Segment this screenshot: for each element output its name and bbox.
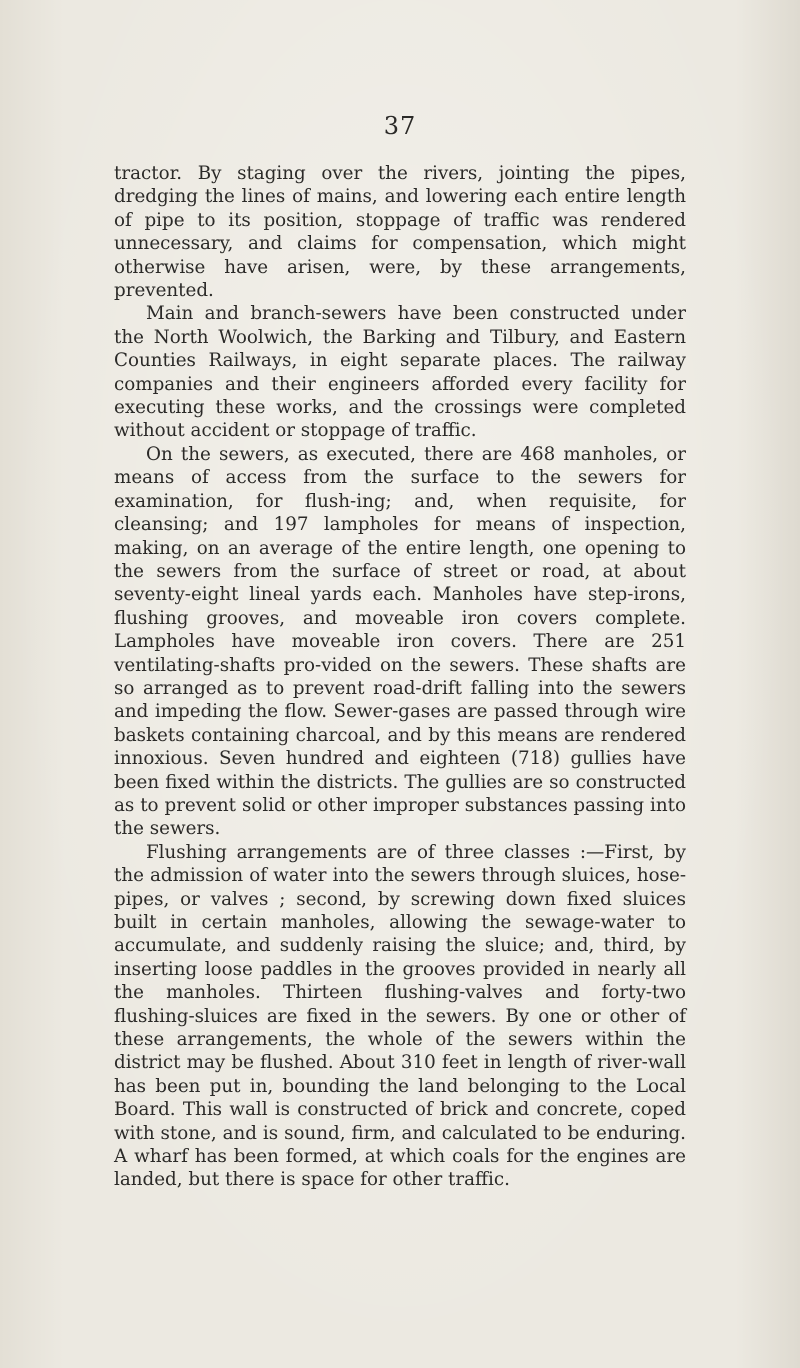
paragraph-manholes: On the sewers, as executed, there are 468 manholes, or means of access from the surface to the sewers for examination, for flush-ing; and, when requisite, for cleansing; and 197 lampholes for means of inspection, making, on an average of the entire length, one opening to the sewers from the surface of street or road, at about seventy-eight lineal yards each. Manholes have step-irons, flushing grooves, and moveable iron covers complete. Lampholes have moveable iron covers. There are 251 ventilating-shafts pro-vided on the sewers. These shafts are so arranged as to prevent road-drift falling into the sewers and impeding the flow. Sewer-gases are passed through wire baskets containing charcoal, and by this means are rendered innoxious. Seven hundred and eighteen (718) gullies have been fixed within the districts. The gullies are so constructed as to prevent solid or other improper substances passing into the sewers. <box>114 443 686 840</box>
paragraph-railway-crossings: Main and branch-sewers have been constructed under the North Woolwich, the Barking and Tilbury, and Eastern Counties Railways, in eight separate places. The railway companies and their engineers afforded every facility for executing these works, and the crossings were completed without accident or stoppage of traffic. <box>114 303 686 442</box>
body-text <box>114 162 686 1192</box>
page-number: 37 <box>383 112 417 140</box>
paragraph-flushing: Flushing arrangements are of three classes :—First, by the admission of water into the sewers through sluices, hose-pipes, or valves ; second, by screwing down fixed sluices built in certain manholes, allowing the sewage-water to accumulate, and suddenly raising the sluice; and, third, by inserting loose paddles in the grooves provided in nearly all the manholes. Thirteen flushing-valves and forty-two flushing-sluices are fixed in the sewers. By one or other of these arrangements, the whole of the sewers within the district may be flushed. About 310 feet in length of river-wall has been put in, bounding the land belonging to the Local Board. This wall is constructed of brick and concrete, coped with stone, and is sound, firm, and calculated to be enduring. A wharf has been formed, at which coals for the engines are landed, but there is space for other traffic. <box>114 841 686 1191</box>
paragraph-continuation: tractor. By staging over the rivers, jointing the pipes, dredging the lines of mains, and lowering each entire length of pipe to its position, stoppage of traffic was rendered unnecessary, and claims for compensation, which might otherwise have arisen, were, by these arrangements, prevented. <box>114 163 686 302</box>
